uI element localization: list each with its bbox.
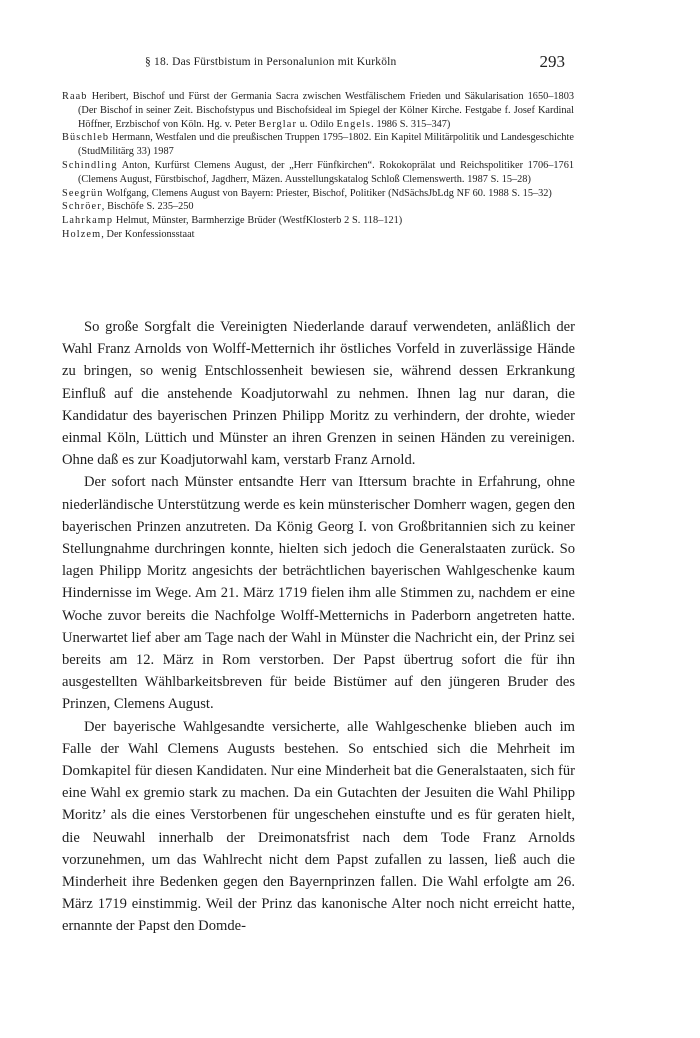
running-title: § 18. Das Fürstbistum in Personalunion mit Kurköln xyxy=(145,56,397,68)
bibliography-text: , Der Konfessionsstaat xyxy=(101,228,195,240)
bibliography-author: Raab xyxy=(62,91,88,102)
bibliography-text: Wolfgang, Clemens August von Bayern: Priester, Bischof, Politiker (NdSächsJbLdg NF 60. 1988 S. 15–32) xyxy=(103,187,552,199)
bibliography-text-mid: u. Odilo xyxy=(296,118,337,130)
running-head xyxy=(145,54,565,76)
bibliography-author: Büschleb xyxy=(62,132,110,144)
page-number: 293 xyxy=(539,52,565,71)
bibliography-author: Lahrkamp xyxy=(62,215,114,227)
bibliography-text: Hermann, Westfalen und die preußischen Truppen 1795–1802. Ein Kapitel Militärpolitik und Landesgeschichte (StudMilitärg 33) 1987 xyxy=(78,132,574,158)
bibliography-list xyxy=(62,90,574,242)
bibliography-entry xyxy=(62,200,574,214)
bibliography-author: Schindling xyxy=(62,159,118,171)
bibliography-editor: Berglar xyxy=(258,118,297,130)
bibliography-text: Heribert, Bischof und Fürst der Germania Sacra zwischen Westfälischem Frieden und Säkularisation 1650–1803 (Der Bischof in seiner Zeit. Bischofstypus und Bischofsideal im Spiegel der Kölner Kirche. Festgabe f. Josef Kardinal Höffner, Erzbischof von Köln. Hg. v. Peter xyxy=(78,91,574,130)
bibliography-entry xyxy=(62,228,574,242)
bibliography-entry xyxy=(62,159,574,187)
paragraph: Der sofort nach Münster entsandte Herr van Ittersum brachte in Erfahrung, ohne niederländische Unterstützung werde es kein münsterischer Domherr wagen, gegen den bayerischen Prinzen anzutreten. Da König Georg I. von Großbritannien sich zu keiner Stellungnahme durchringen konnte, hielten sich jedoch die Generalstaaten zurück. So lagen Philipp Moritz angesichts der beträchtlichen bayerischen Wahlgeschenke kaum Hindernisse im Wege. Am 21. März 1719 fielen ihm alle Stimmen zu, nachdem er eine Woche zuvor bereits die Nachfolge Wolff-Metternichs in Paderborn angetreten hatte. Unerwartet lief aber am Tage nach der Wahl in Münster die Nachricht ein, der Prinz sei bereits am 12. März in Rom verstorben. Der Papst übertrug sofort die für ihn ausgestellten Wählbarkeitsbreven für beide Bistümer auf den jüngeren Bruder des Prinzen, Clemens August. xyxy=(62,474,575,713)
bibliography-text: , Bischöfe S. 235–250 xyxy=(101,201,194,213)
paragraph: So große Sorgfalt die Vereinigten Niederlande darauf verwendeten, anläßlich der Wahl Franz Arnolds von Wolff-Metternich ihr östliches Vorfeld in zuverlässige Hände zu bringen, so wenig Entschlossenheit bewiesen sie, während dessen Erkrankung Einfluß auf die anstehende Koadjutorwahl zu nehmen. Ihnen lag nur daran, die Kandidatur des bayerischen Prinzen Philipp Moritz zu verhindern, der drohte, wieder einmal Köln, Lüttich und Münster an ihren Grenzen in seinen Händen zu vereinigen. Ohne daß es zur Koadjutorwahl kam, verstarb Franz Arnold. xyxy=(62,319,575,469)
bibliography-entry xyxy=(62,187,574,201)
bibliography-entry xyxy=(62,214,574,228)
bibliography-text-tail: . 1986 S. 315–347) xyxy=(371,118,451,130)
bibliography-entry xyxy=(62,131,574,159)
bibliography-text: Anton, Kurfürst Clemens August, der „Herr Fünfkirchen“. Rokokoprälat und Reichspolitiker 1706–1761 (Clemens August, Fürstbischof, Jagdherr, Mäzen. Ausstellungskatalog Schloß Clemenswerth. 1987 S. 15–28) xyxy=(78,159,574,185)
bibliography-editor: Engels xyxy=(336,118,372,130)
body-text xyxy=(62,316,575,938)
bibliography-author: Schröer xyxy=(62,201,102,213)
bibliography-text: Helmut, Münster, Barmherzige Brüder (WestfKlosterb 2 S. 118–121) xyxy=(113,215,403,227)
bibliography-author: Holzem xyxy=(62,228,102,240)
bibliography-author: Seegrün xyxy=(62,187,104,199)
bibliography-entry xyxy=(62,90,574,131)
paragraph: Der bayerische Wahlgesandte versicherte, alle Wahlgeschenke blieben auch im Falle der Wahl Clemens Augusts bestehen. So entschied sich die Mehrheit im Domkapitel für diesen Kandidaten. Nur eine Minderheit bat die Generalstaaten, sich für eine Wahl ex gremio stark zu machen. Da ein Gutachten der Jesuiten die Wahl Philipp Moritz’ als die eines Verstorbenen für ungeschehen einstufte und es für geraten hielt, die Neuwahl innerhalb der Dreimonatsfrist nach dem Tode Franz Arnolds vorzunehmen, um das Wahlrecht nicht dem Papst zufallen zu lassen, ließ auch die Minderheit ihre Bedenken gegen den Bayernprinzen fallen. Die Wahl erfolgte am 26. März 1719 einstimmig. Weil der Prinz das kanonische Alter noch nicht erreicht hatte, ernannte der Papst den Domde- xyxy=(62,718,575,935)
